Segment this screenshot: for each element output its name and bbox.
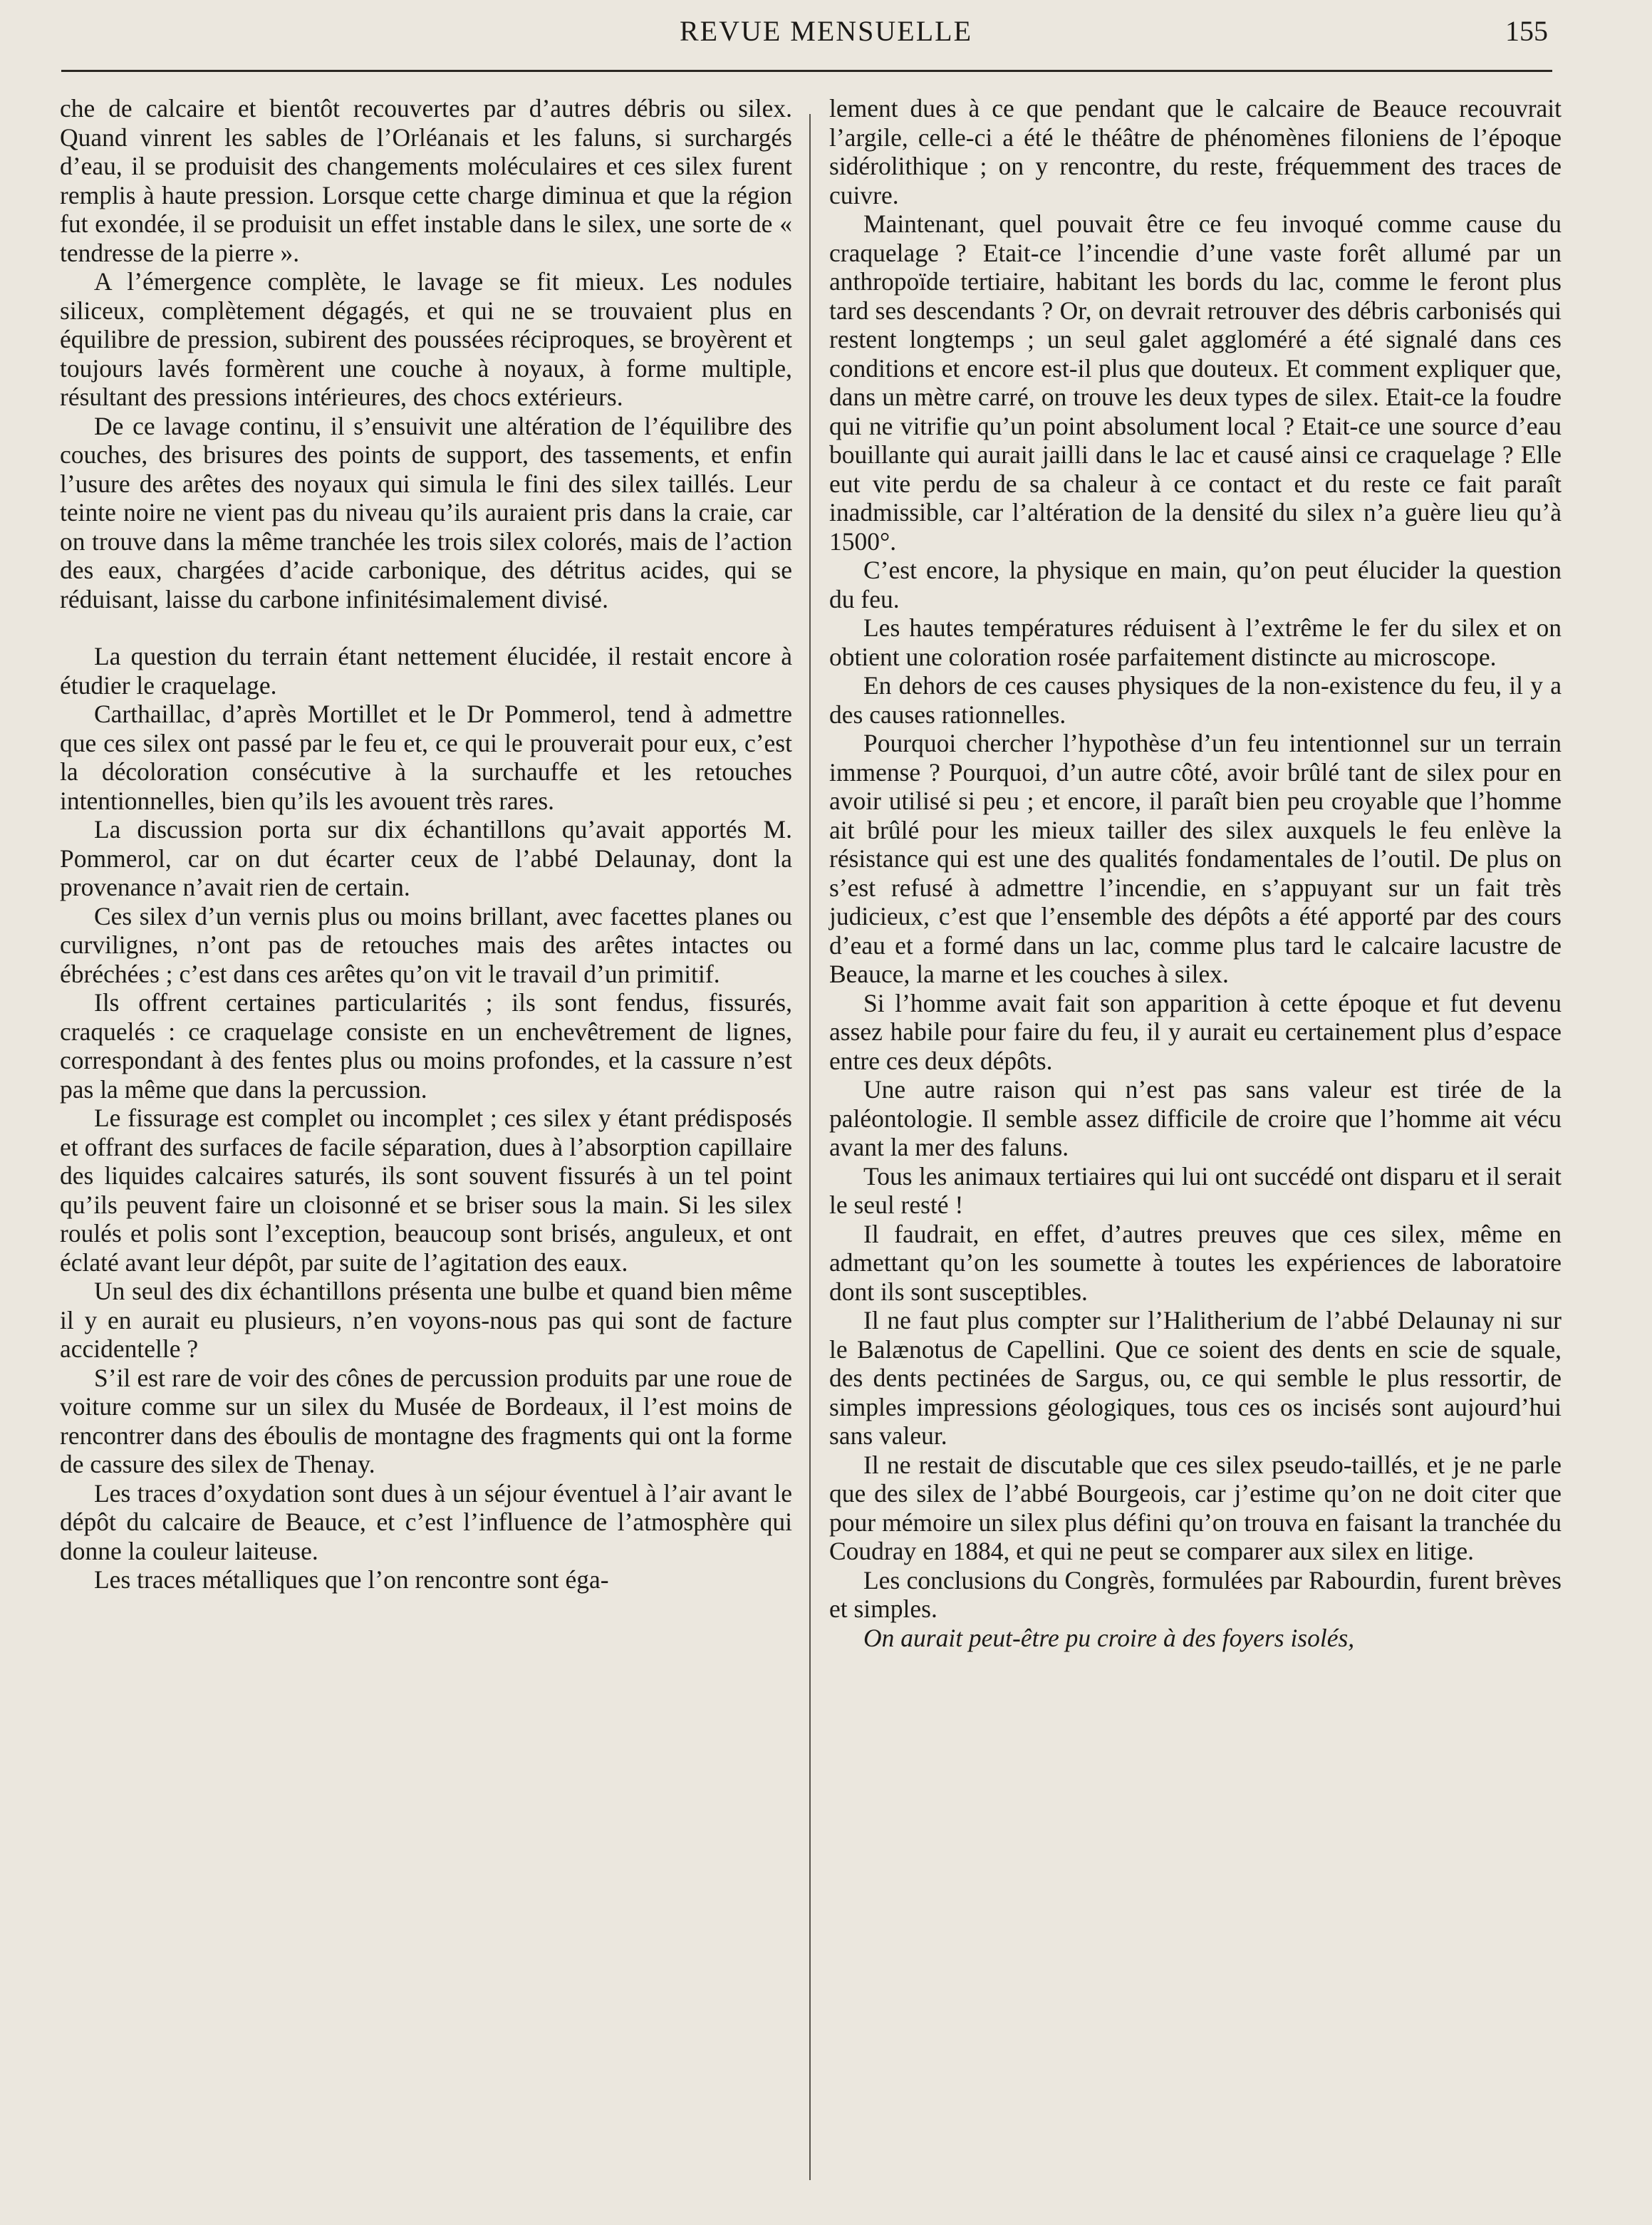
paragraph: S’il est rare de voir des cônes de percussion produits par une roue de voiture comme sur un silex du Musée de Bordeaux, il l’est moins de rencontrer dans des éboulis de montagne des fragments qui ont la forme de cassure des silex de Thenay. bbox=[60, 1363, 792, 1478]
paragraph: Tous les animaux tertiaires qui lui ont succédé ont disparu et il serait le seul resté ! bbox=[829, 1161, 1562, 1219]
paragraph: Les traces métalliques que l’on rencontre sont éga- bbox=[94, 1565, 609, 1594]
paragraph: Les traces d’oxydation sont dues à un séjour éventuel à l’air avant le dépôt du calcaire de Beauce, et c’est l’influence de l’atmosphère qui donne la couleur laiteuse. bbox=[60, 1478, 792, 1565]
paragraph: Il faudrait, en effet, d’autres preuves que ces silex, même en admettant qu’on les soumette à toutes les expériences de laboratoire dont ils sont susceptibles. bbox=[829, 1219, 1562, 1306]
paragraph: En dehors de ces causes physiques de la non-existence du feu, il y a des causes rationnelles. bbox=[829, 671, 1562, 729]
paragraph: Les conclusions du Congrès, formulées par Rabourdin, furent brèves et simples. bbox=[829, 1565, 1562, 1623]
paragraph: Les hautes températures réduisent à l’extrême le fer du silex et on obtient une coloration rosée parfaitement distincte au microscope. bbox=[829, 613, 1562, 671]
paragraph: Ils offrent certaines particularités ; ils sont fendus, fissurés, craquelés : ce craquelage consiste en un enchevêtrement de lignes, correspondant à des fentes plus ou moins profondes, et la cassure n’est pas la même que dans la percussion. bbox=[60, 988, 792, 1104]
paragraph: Maintenant, quel pouvait être ce feu invoqué comme cause du craquelage ? Etait-ce l’incendie d’une vaste forêt allumé par un anthropoïde tertiaire, habitant les bords du lac, comme le feront plus tard ses descendants ? Or, on devrait retrouver des débris carbonisés qui restent longtemps ; un seul galet aggloméré a été signalé dans ces conditions et encore est-il plus que douteux. Et comment expliquer que, dans un mètre carré, on trouve les deux types de silex. Etait-ce la foudre qui ne vitrifie qu’un point absolument local ? Etait-ce une source d’eau bouillante qui aurait jailli dans le lac et causé ainsi ce craquelage ? Elle eut vite perdu de sa chaleur à ce contact et du reste ce fait paraît inadmissible, car l’altération de la densité du silex n’a guère lieu qu’à 1500°. bbox=[829, 209, 1562, 556]
paragraph: Un seul des dix échantillons présenta une bulbe et quand bien même il y en aurait eu plusieurs, n’en voyons-nous pas qui sont de facture accidentelle ? bbox=[60, 1277, 792, 1363]
paragraph: che de calcaire et bientôt recouvertes par d’autres débris ou silex. Quand vinrent les sables de l’Orléanais et les faluns, si surchargés d’eau, il se produisit des changements moléculaires et ces silex furent remplis à haute pression. Lorsque cette charge diminua et que la région fut exondée, il se produisit un effet instable dans le silex, une sorte de « tendresse de la pierre ». bbox=[60, 94, 792, 267]
paragraph: Pourquoi chercher l’hypothèse d’un feu intentionnel sur un terrain immense ? Pourquoi, d’un autre côté, avoir brûlé tant de silex pour en avoir utilisé si peu ; et encore, il paraît bien peu croyable que l’homme ait brûlé pour les mieux tailler des silex auxquels le feu enlève la résistance qui est une des qualités fondamentales de l’outil. De plus on s’est refusé à admettre l’incendie, en s’appuyant sur un fait très judicieux, c’est que l’ensemble des dépôts a été apporté par des cours d’eau et a formé dans un lac, comme plus tard le calcaire lacustre de Beauce, la marne et les couches à silex. bbox=[829, 729, 1562, 988]
paragraph: Il ne restait de discutable que ces silex pseudo-taillés, et je ne parle que des silex de l’abbé Bourgeois, car j’estime qu’on ne doit citer que pour mémoire un silex plus défini qu’on trouva en faisant la tranchée du Coudray en 1884, et qui ne peut se comparer aux silex en litige. bbox=[829, 1450, 1562, 1565]
paragraph: Si l’homme avait fait son apparition à cette époque et fut devenu assez habile pour faire du feu, il y aurait eu certainement plus d’espace entre ces deux dépôts. bbox=[829, 988, 1562, 1075]
paragraph: A l’émergence complète, le lavage se fit mieux. Les nodules siliceux, complètement dégagés, et qui ne se trouvaient plus en équilibre de pression, subirent des poussées réciproques, se broyèrent et toujours lavés formèrent une couche à noyaux, à forme multiple, résultant des pressions intérieures, des chocs extérieurs. bbox=[60, 267, 792, 411]
paragraph: lement dues à ce que pendant que le calcaire de Beauce recouvrait l’argile, celle-ci a été le théâtre de phénomènes filoniens de l’époque sidérolithique ; on y rencontre, du reste, fréquemment des traces de cuivre. bbox=[829, 94, 1562, 209]
left-column bbox=[60, 94, 792, 1594]
paragraph: Ces silex d’un vernis plus ou moins brillant, avec facettes planes ou curvilignes, n’ont pas de retouches mais des arêtes intactes ou ébréchées ; c’est dans ces arêtes qu’on vit le travail d’un primitif. bbox=[60, 901, 792, 988]
paragraph: Il ne faut plus compter sur l’Halitherium de l’abbé Delaunay ni sur le Balænotus de Capellini. Que ce soient des dents en scie de squale, des dents pectinées de Sargus, ou, ce qui semble le plus ressortir, de simples impressions géologiques, tous ces os incisés sont aujourd’hui sans valeur. bbox=[829, 1306, 1562, 1450]
header-rule bbox=[61, 70, 1552, 72]
paragraph: La discussion porta sur dix échantillons qu’avait apportés M. Pommerol, car on dut écarter ceux de l’abbé Delaunay, dont la provenance n’avait rien de certain. bbox=[60, 815, 792, 901]
paragraph: On aurait peut-être pu croire à des foyers isolés, bbox=[863, 1623, 1355, 1652]
right-column bbox=[829, 94, 1562, 1652]
column-divider bbox=[809, 114, 811, 2180]
paragraph: La question du terrain étant nettement élucidée, il restait encore à étudier le craquelage. bbox=[60, 642, 792, 700]
paragraph: Carthaillac, d’après Mortillet et le Dr Pommerol, tend à admettre que ces silex ont passé par le feu et, ce qui le prouverait pour eux, c’est la décoloration consécutive à la surchauffe et les retouches intentionnelles, bien qu’ils les avouent très rares. bbox=[60, 700, 792, 815]
paragraph: Le fissurage est complet ou incomplet ; ces silex y étant prédisposés et offrant des surfaces de facile séparation, dues à l’absorption capillaire des liquides calcaires saturés, ils sont souvent fissurés à un tel point qu’ils peuvent faire un cloisonné et se briser sous la main. Si les silex roulés et polis sont l’exception, beaucoup sont brisés, anguleux, et ont éclaté avant leur dépôt, par suite de l’agitation des eaux. bbox=[60, 1104, 792, 1277]
page-number: 155 bbox=[1505, 15, 1548, 47]
paragraph: C’est encore, la physique en main, qu’on peut élucider la question du feu. bbox=[829, 556, 1562, 613]
paragraph: Une autre raison qui n’est pas sans valeur est tirée de la paléontologie. Il semble assez difficile de croire que l’homme ait vécu avant la mer des faluns. bbox=[829, 1075, 1562, 1161]
paragraph: De ce lavage continu, il s’ensuivit une altération de l’équilibre des couches, des brisures des points de support, des tassements, et enfin l’usure des arêtes des noyaux qui simula le fini des silex taillés. Leur teinte noire ne vient pas du niveau qu’ils auraient pris dans la craie, car on trouve dans la même tranchée les trois silex colorés, mais de l’action des eaux, chargées d’acide carbonique, des détritus acides, qui se réduisant, laisse du carbone infinitésimalement divisé. bbox=[60, 411, 792, 613]
running-header-title: REVUE MENSUELLE bbox=[679, 15, 973, 47]
